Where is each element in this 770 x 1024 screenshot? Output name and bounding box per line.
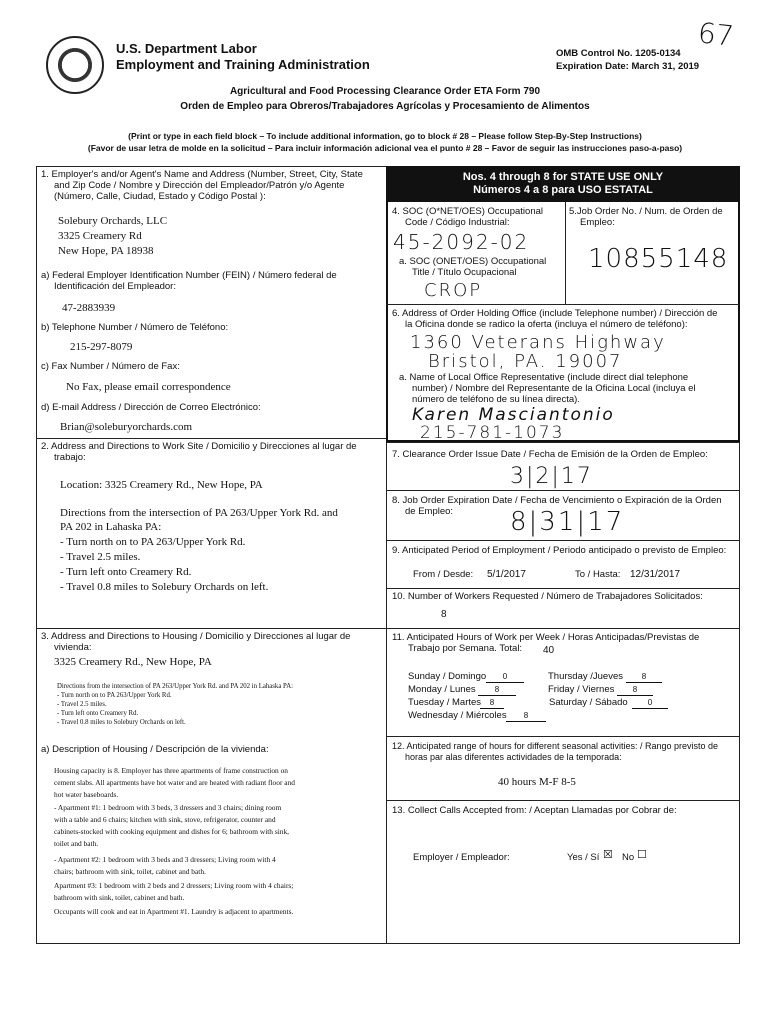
block-10-label: 10. Number of Workers Requested / Número de Trabajadores Solicitados: [392,591,703,602]
fein-value: 47-2883939 [62,302,116,314]
employer-name: Solebury Orchards, LLC [58,215,168,227]
housing-description-line: Apartment #3: 1 bedroom with 2 beds and 2 dressers; Living room with 4 chairs; [54,881,294,890]
block-2-label: trabajo: [54,452,86,463]
block-4a-label: Title / Título Ocupacional [412,267,517,278]
block-8-label: de Empleo: [405,506,454,517]
housing-description-line: cabinets-stocked with cooking equipment and dishes for 6; bathroom with sink, [54,827,290,836]
housing-direction: - Turn left onto Creamery Rd. [57,710,139,717]
direction-step: - Turn north on to PA 263/Upper York Rd. [60,536,246,548]
yes-label: Yes / Sí [567,852,600,863]
divider [386,800,740,801]
housing-direction: Directions from the intersection of PA 263/Upper York Rd. and PA 202 in Lahaska PA: [57,683,293,690]
block-12-label: 12. Anticipated range of hours for different seasonal activities: / Rango previsto de [392,741,719,751]
seasonal-hours-range: 40 hours M-F 8-5 [498,776,576,788]
soc-title-handwritten: CROP [424,280,483,301]
block-11-label: Trabajo por Semana. Total: [408,643,523,654]
worksite-location: Location: 3325 Creamery Rd., New Hope, PA [60,479,263,491]
friday-label: Friday / Viernes [548,684,615,695]
block-3-label: vivienda: [54,642,92,653]
tuesday-hours: 8 [480,697,504,709]
block-6a-label: a. Name of Local Office Representative (include direct dial telephone [399,372,689,383]
housing-description-line: Housing capacity is 8. Employer has three apartments of frame construction on [54,766,288,775]
soc-code-handwritten: 45-2092-02 [393,230,530,254]
housing-direction: - Travel 0.8 miles to Solebury Orchards on left. [57,719,186,726]
omb-control-number: OMB Control No. 1205-0134 [556,48,681,59]
block-11-label: 11. Anticipated Hours of Work per Week / Horas Anticipadas/Previstas de [392,632,700,643]
phone-label: b) Telephone Number / Número de Teléfono: [41,322,229,333]
phone-value: 215-297-8079 [70,341,133,353]
monday-hours: 8 [478,684,516,696]
omb-expiration-date: Expiration Date: March 31, 2019 [556,61,700,72]
state-use-title-spanish: Números 4 a 8 para USO ESTATAL [473,184,653,196]
friday-hours: 8 [617,684,653,696]
block-13-label: 13. Collect Calls Accepted from: / Aceptan Llamadas por Cobrar de: [392,805,677,816]
from-label: From / Desde: [413,569,474,580]
instructions-spanish: (Favor de usar letra de molde en la solicitud – Para incluir información adicional vea el punto # 28 – Favor de seguir las instrucciones paso-a-paso) [87,143,683,153]
block-4a-label: a. SOC (ONET/OES) Occupational [399,256,547,267]
sunday-hours: 0 [486,671,524,683]
divider [386,628,740,629]
housing-description-label: a) Description of Housing / Descripción de la vivienda: [41,744,269,755]
block-6a-label: number) / Nombre del Representante de la Oficina Local (incluya el [412,383,696,394]
state-use-header [388,168,738,202]
block-6a-label: número de teléfono de su línea directa). [412,394,580,405]
divider [386,588,740,589]
divider [386,540,740,541]
monday-label: Monday / Lunes [408,684,476,695]
block-6-label: 6. Address of Order Holding Office (include Telephone number) / Dirección de [392,308,718,319]
no-label: No [622,852,635,863]
workers-requested: 8 [441,609,447,620]
wednesday-hours: 8 [506,710,546,722]
direction-step: - Turn left onto Creamery Rd. [60,566,192,578]
fax-value: No Fax, please email correspondence [66,381,231,393]
block-1-label: (Número, Calle, Ciudad, Estado y Código Postal ): [54,191,266,202]
divider [36,438,386,439]
fein-label: Identificación del Empleador: [54,281,176,292]
block-2-label: 2. Address and Directions to Work Site / Domicilio y Direcciones al lugar de [41,441,357,452]
yes-checkbox[interactable]: ☒ [603,849,613,861]
divider [386,304,740,305]
block-4-label: Code / Código Industrial: [405,217,510,228]
state-use-title: Nos. 4 through 8 for STATE USE ONLY [462,171,664,183]
block-5-label: 5.Job Order No. / Num. de Orden de [569,206,723,217]
block-12-label: horas par alas diferentes actividades de la temporada: [405,752,622,762]
wednesday-label: Wednesday / Miércoles [408,710,507,721]
directions-intro: Directions from the intersection of PA 263/Upper York Rd. and [60,507,338,519]
block-8-label: 8. Job Order Expiration Date / Fecha de Vencimiento o Expiración de la Orden [392,495,722,506]
divider [565,202,566,304]
employer-street: 3325 Creamery Rd [58,230,142,242]
housing-description-line: toilet and bath. [54,839,99,848]
divider [386,490,740,491]
housing-description-line: chairs; bathroom with sink, toilet, cabinet and bath. [54,867,206,876]
representative-name-handwritten: Karen Masciantonio [412,405,615,425]
total-hours: 40 [543,645,555,656]
instructions: (Print or type in each field block – To include additional information, go to block # 28 – Please follow Step-By-Step Instructions) [128,131,642,141]
block-3-label: 3. Address and Directions to Housing / Domicilio y Direcciones al lugar de [41,631,351,642]
no-checkbox[interactable]: ☐ [637,849,647,861]
fax-label: c) Fax Number / Número de Fax: [41,361,180,372]
form-title-spanish: Orden de Empleo para Obreros/Trabajadores Agrícolas y Procesamiento de Alimentos [180,101,590,112]
housing-address: 3325 Creamery Rd., New Hope, PA [54,656,212,668]
housing-description-line: Occupants will cook and eat in Apartment #1. Laundry is adjacent to apartments. [54,907,294,916]
saturday-hours: 0 [632,697,668,709]
block-7-label: 7. Clearance Order Issue Date / Fecha de Emisión de la Orden de Empleo: [392,449,708,460]
issue-date-handwritten: 3|2|17 [510,464,593,489]
block-9-label: 9. Anticipated Period of Employment / Periodo anticipado o previsto de Empleo: [392,545,727,556]
tuesday-label: Tuesday / Martes [408,697,482,708]
thursday-hours: 8 [626,671,662,683]
housing-direction: - Travel 2.5 miles. [57,701,107,708]
direction-step: - Travel 0.8 miles to Solebury Orchards on left. [60,581,269,593]
to-value: 12/31/2017 [630,569,681,580]
employer-label: Employer / Empleador: [413,852,510,863]
email-value: Brian@soleburyorchards.com [60,421,193,433]
from-value: 5/1/2017 [487,569,526,580]
saturday-label: Saturday / Sábado [549,697,628,708]
block-5-label: Empleo: [580,217,615,228]
representative-phone-handwritten: 215-781-1073 [420,423,565,443]
sunday-label: Sunday / Domingo [408,671,487,682]
housing-description-line: bathroom with sink, toilet, cabinet and bath. [54,893,185,902]
to-label: To / Hasta: [575,569,621,580]
housing-description-line: - Apartment #2: 1 bedroom with 3 beds and 3 dressers; Living room with 4 [54,855,276,864]
divider [386,736,740,737]
block-4-label: 4. SOC (O*NET/OES) Occupational [392,206,543,217]
agency-subname: Employment and Training Administration [116,57,370,72]
block-6-label: la Oficina donde se radico la oferta (incluya el número de teléfono): [405,319,688,330]
office-address-handwritten: Bristol, PA. 19007 [428,351,623,372]
employer-city: New Hope, PA 18938 [58,245,154,257]
housing-direction: - Turn north on to PA 263/Upper York Rd. [57,692,172,699]
thursday-label: Thursday /Jueves [548,671,623,682]
housing-description-line: cement slabs. All apartments have hot water and are heated with radiant floor and [54,778,295,787]
direction-step: - Travel 2.5 miles. [60,551,141,563]
directions-intro: PA 202 in Lahaska PA: [60,521,162,533]
agency-name: U.S. Department Labor [116,41,257,56]
block-1-label: 1. Employer's and/or Agent's Name and Address (Number, Street, City, State [41,169,363,180]
divider [36,628,386,629]
form-title: Agricultural and Food Processing Clearance Order ETA Form 790 [229,86,541,97]
fein-label: a) Federal Employer Identification Number (FEIN) / Número federal de [41,270,337,281]
job-order-number-handwritten: 10855148 [588,244,729,274]
page-number: 67 [696,16,736,53]
housing-description-line: with a table and 6 chairs; kitchen with sink, stove, refrigerator, counter and [54,815,276,824]
email-label: d) E-mail Address / Dirección de Correo Electrónico: [41,402,261,413]
expiration-date-handwritten: 8|31|17 [510,507,625,537]
block-1-label: and Zip Code / Nombre y Dirección del Empleador/Patrón y/o Agente [54,180,345,191]
office-address-handwritten: 1360 Veterans Highway [410,332,666,353]
housing-description-line: - Apartment #1: 1 bedroom with 3 beds, 3 dressers and 3 chairs; dining room [54,803,282,812]
housing-description-line: hot water baseboards. [54,790,119,799]
